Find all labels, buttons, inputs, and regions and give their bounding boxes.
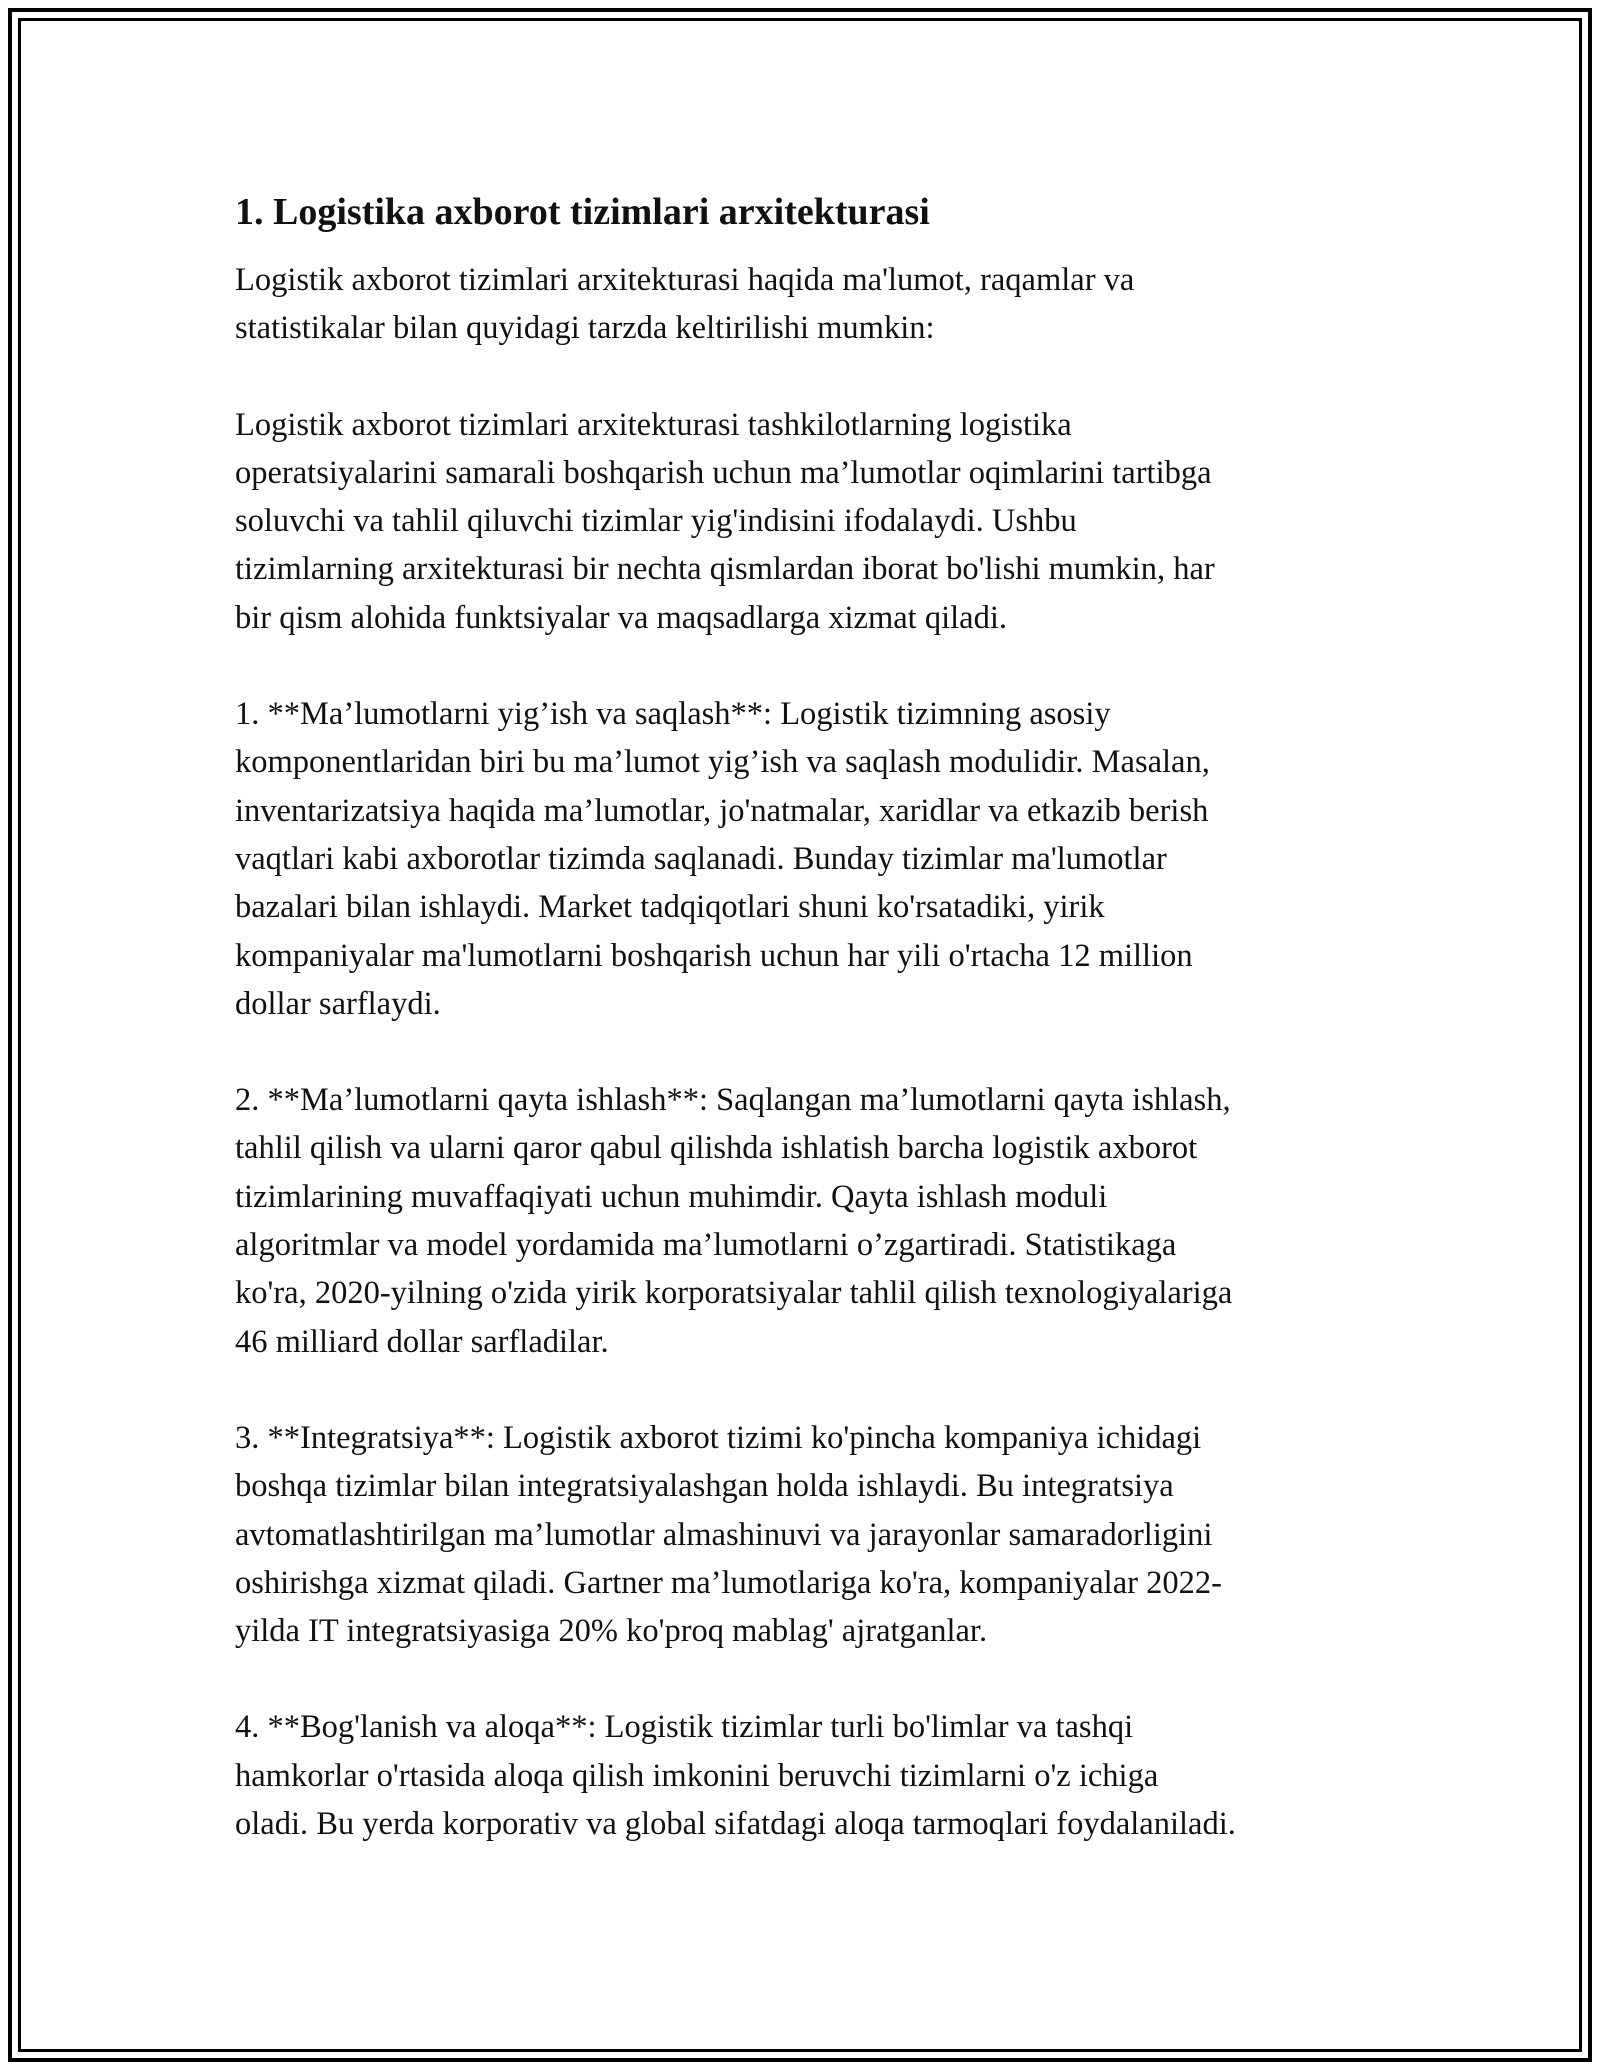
- document-body: [235, 188, 1375, 1896]
- text-line: Logistik axborot tizimlari arxitekturasi tashkilotlarning logistika: [235, 406, 1072, 443]
- text-line: algoritmlar va model yordamida ma’lumotlarni o’zgartiradi. Statistikaga: [235, 1227, 1177, 1264]
- section-heading: 1. Logistika axborot tizimlari arxitekturasi: [235, 191, 930, 233]
- list-item-communication: [235, 1703, 1375, 1848]
- text-line: tahlil qilish va ularni qaror qabul qilishda ishlatish barcha logistik axborot: [235, 1130, 1198, 1167]
- text-line: ko'ra, 2020-yilning o'zida yirik korporatsiyalar tahlil qilish texnologiyalariga: [235, 1275, 1233, 1312]
- text-line: avtomatlashtirilgan ma’lumotlar almashinuvi va jarayonlar samaradorligini: [235, 1516, 1213, 1553]
- text-line: soluvchi va tahlil qiluvchi tizimlar yig'indisini ifodalaydi. Ushbu: [235, 503, 1077, 540]
- list-item-integration: [235, 1414, 1375, 1655]
- text-line: 1. **Ma’lumotlarni yig’ish va saqlash**: Logistik tizimning asosiy: [235, 696, 1111, 733]
- intro-paragraph: [235, 256, 1375, 353]
- text-line: tizimlarning arxitekturasi bir nechta qismlardan iborat bo'lishi mumkin, har: [235, 551, 1215, 588]
- list-item-data-processing: [235, 1076, 1375, 1366]
- text-line: 3. **Integratsiya**: Logistik axborot tizimi ko'pincha kompaniya ichidagi: [235, 1419, 1202, 1456]
- text-line: 46 milliard dollar sarfladilar.: [235, 1323, 609, 1360]
- text-line: hamkorlar o'rtasida aloqa qilish imkonini beruvchi tizimlarni o'z ichiga: [235, 1757, 1159, 1794]
- list-item-data-collection: [235, 690, 1375, 1028]
- text-line: dollar sarflaydi.: [235, 985, 441, 1022]
- text-line: statistikalar bilan quyidagi tarzda keltirilishi mumkin:: [235, 310, 935, 347]
- text-line: vaqtlari kabi axborotlar tizimda saqlanadi. Bunday tizimlar ma'lumotlar: [235, 840, 1167, 877]
- text-line: komponentlaridan biri bu ma’lumot yig’ish va saqlash modulidir. Masalan,: [235, 744, 1210, 781]
- text-line: 4. **Bog'lanish va aloqa**: Logistik tizimlar turli bo'limlar va tashqi: [235, 1709, 1134, 1746]
- text-line: bir qism alohida funktsiyalar va maqsadlarga xizmat qiladi.: [235, 599, 1007, 636]
- text-line: boshqa tizimlar bilan integratsiyalashgan holda ishlaydi. Bu integratsiya: [235, 1468, 1174, 1505]
- text-line: tizimlarining muvaffaqiyati uchun muhimdir. Qayta ishlash moduli: [235, 1178, 1108, 1215]
- text-line: oshirishga xizmat qiladi. Gartner ma’lumotlariga ko'ra, kompaniyalar 2022-: [235, 1564, 1222, 1601]
- text-line: inventarizatsiya haqida ma’lumotlar, jo'natmalar, xaridlar va etkazib berish: [235, 792, 1209, 829]
- text-line: operatsiyalarini samarali boshqarish uchun ma’lumotlar oqimlarini tartibga: [235, 454, 1212, 491]
- text-line: 2. **Ma’lumotlarni qayta ishlash**: Saqlangan ma’lumotlarni qayta ishlash,: [235, 1082, 1231, 1119]
- text-line: bazalari bilan ishlaydi. Market tadqiqotlari shuni ko'rsatadiki, yirik: [235, 889, 1105, 926]
- text-line: yilda IT integratsiyasiga 20% ko'proq mablag' ajratganlar.: [235, 1613, 988, 1650]
- text-line: kompaniyalar ma'lumotlarni boshqarish uchun har yili o'rtacha 12 million: [235, 937, 1193, 974]
- text-line: oladi. Bu yerda korporativ va global sifatdagi aloqa tarmoqlari foydalaniladi.: [235, 1806, 1236, 1843]
- overview-paragraph: [235, 401, 1375, 642]
- text-line: Logistik axborot tizimlari arxitekturasi haqida ma'lumot, raqamlar va: [235, 262, 1135, 298]
